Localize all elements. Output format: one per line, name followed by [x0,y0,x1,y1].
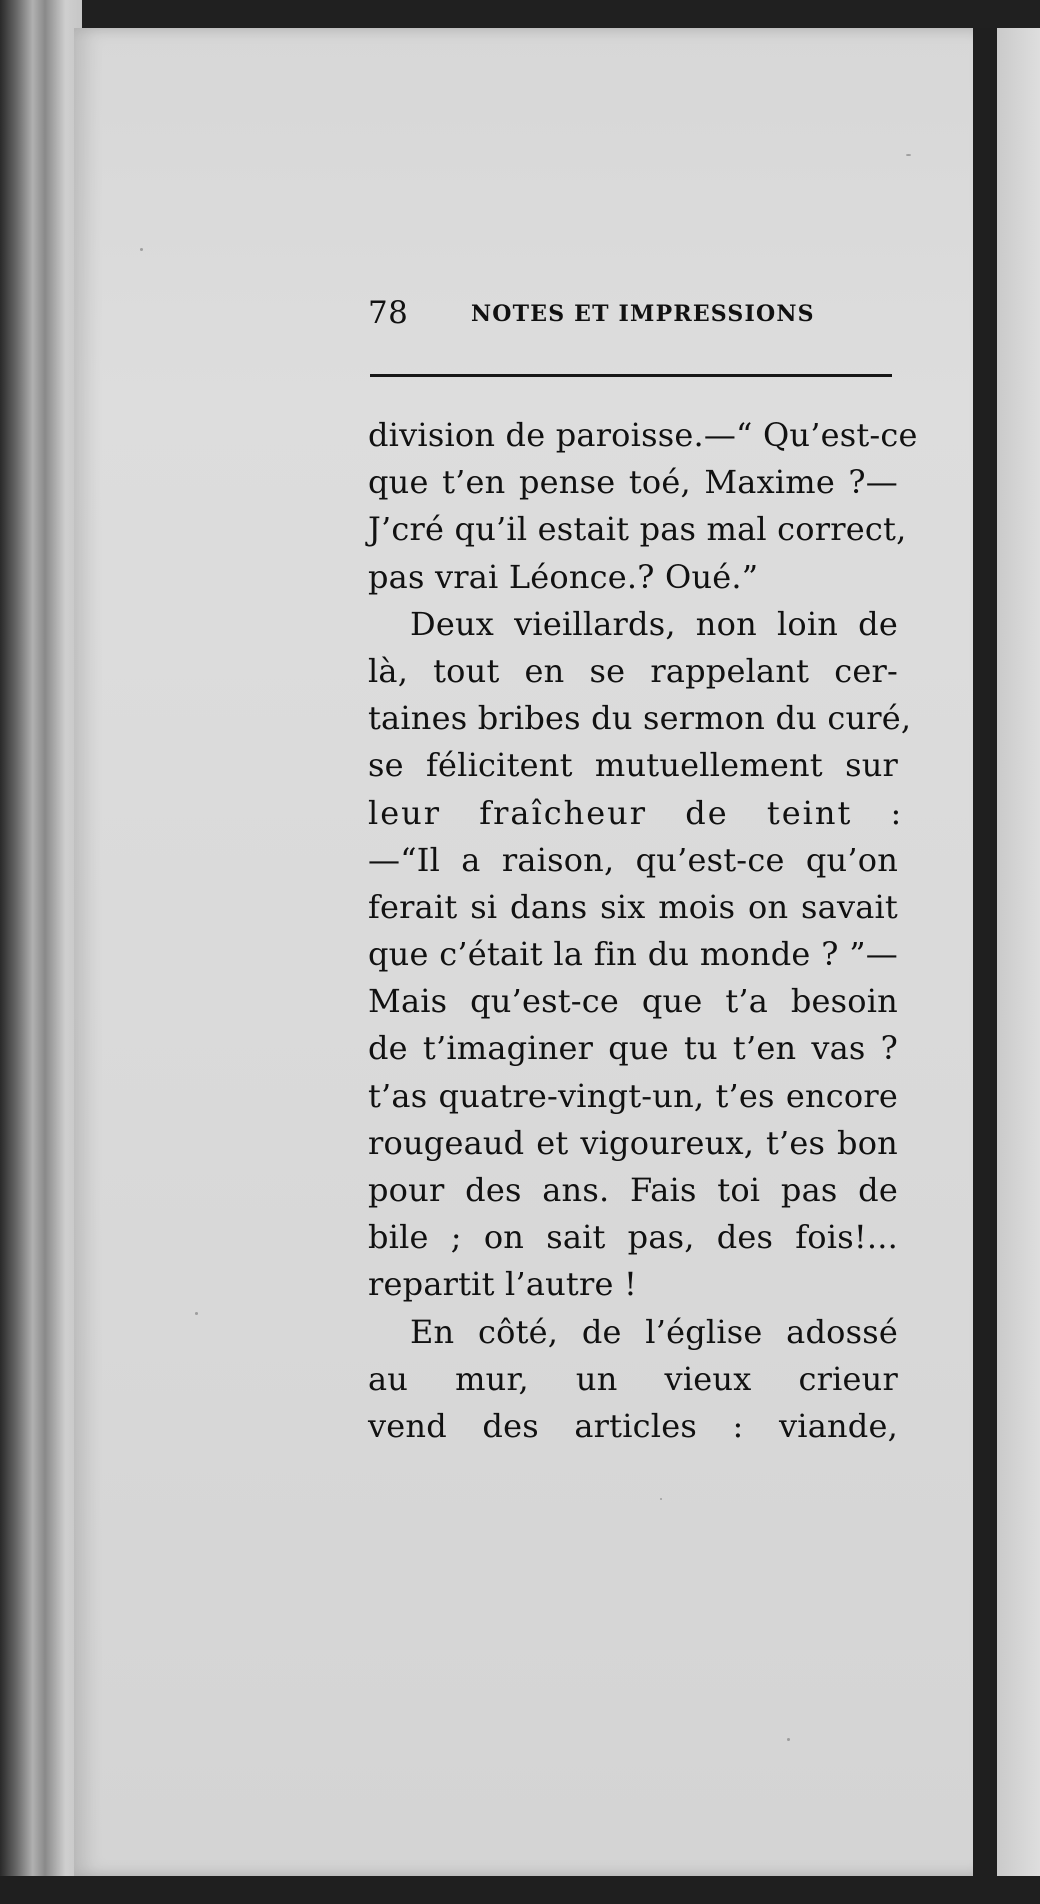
paper-speck [906,154,911,156]
scan-bottom-border [0,1876,1040,1904]
text-line: de t’imaginer que tu t’en vas ? [368,1029,898,1068]
paper-speck [660,1498,662,1500]
book-page-edges [0,0,82,1904]
text-line: ferait si dans six mois on savait [368,887,898,926]
paper-speck [140,248,143,251]
text-line: t’as quatre-vingt-un, t’es encore [368,1076,898,1115]
running-title: NOTES ET IMPRESSIONS [471,301,815,327]
book-gutter-shadow [973,28,997,1876]
text-line: taines bribes du sermon du curé, [368,699,912,738]
body-text [368,412,918,1450]
text-line: repartit l’autre ! [368,1265,638,1304]
text-line: vend des articles : viande, [368,1406,898,1445]
paper-speck [787,1738,790,1741]
page-number: 78 [368,295,409,331]
text-line: pas vrai Léonce.? Oué.” [368,557,759,596]
text-line: pour des ans. Fais toi pas de [368,1171,898,1209]
text-line: là, tout en se rappelant cer- [368,651,898,690]
text-line: division de paroisse.—“ Qu’est-ce [368,416,918,454]
scan-top-border [0,0,1040,28]
text-line: que t’en pense toé, Maxime ?— [368,463,898,502]
text-line: J’cré qu’il estait pas mal correct, [368,510,907,549]
text-line: au mur, un vieux crieur [368,1359,898,1398]
text-line: Deux vieillards, non loin de [410,604,898,643]
text-line: Mais qu’est-ce que t’a besoin [368,982,898,1021]
text-line: bile ; on sait pas, des fois!... [368,1218,898,1257]
text-line: En côté, de l’église adossé [410,1312,898,1351]
text-line: —“Il a raison, qu’est-ce qu’on [368,840,898,879]
text-line: que c’était la fin du monde ? ”— [368,935,898,974]
page-header [368,295,888,331]
adjacent-page-edge [997,28,1040,1876]
text-line: leur fraîcheur de teint : [368,793,904,832]
paper-speck [195,1312,198,1315]
header-rule [370,374,892,377]
text-line: se félicitent mutuellement sur [368,746,898,785]
text-line: rougeaud et vigoureux, t’es bon [368,1123,898,1162]
